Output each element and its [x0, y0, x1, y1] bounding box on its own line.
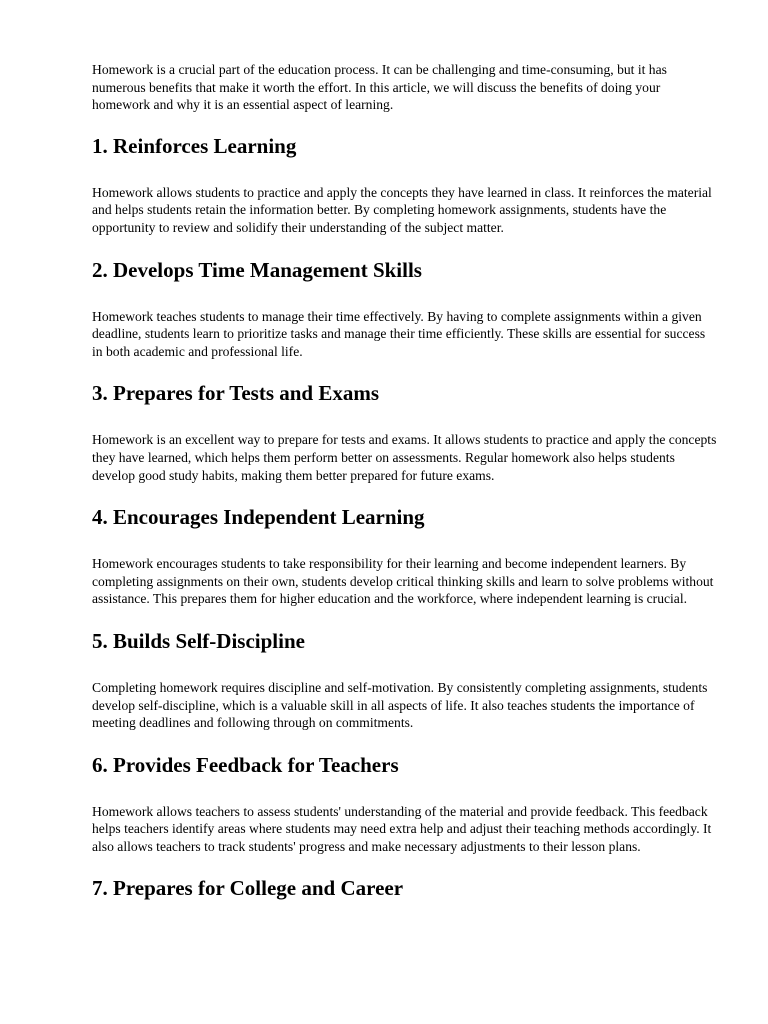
section-feedback-teachers	[92, 753, 718, 856]
section-paragraph: Homework is an excellent way to prepare for tests and exams. It allows students to practice and apply the concepts they have learned, which helps them perform better on assessments. Regular homework also helps students develop good study habits, making them better prepared for future exams.	[92, 432, 717, 483]
section-heading: 4. Encourages Independent Learning	[92, 505, 425, 530]
intro-paragraph: Homework is a crucial part of the education process. It can be challenging and time-consuming, but it has numerous benefits that make it worth the effort. In this article, we will discuss the benefits of doing your homework and why it is an essential aspect of learning.	[92, 62, 667, 113]
section-heading: 3. Prepares for Tests and Exams	[92, 381, 380, 406]
section-college-career	[92, 876, 718, 900]
section-independent-learning	[92, 505, 718, 608]
section-reinforces-learning	[92, 134, 718, 237]
section-heading: 6. Provides Feedback for Teachers	[92, 752, 399, 777]
section-self-discipline	[92, 629, 718, 732]
section-time-management	[92, 258, 718, 361]
section-paragraph: Completing homework requires discipline and self-motivation. By consistently completing assignments, students develop self-discipline, which is a valuable skill in all aspects of life. It also teaches students the importance of meeting deadlines and following through on commitments.	[92, 679, 708, 731]
section-paragraph: Homework allows students to practice and apply the concepts they have learned in class. It reinforces the material and helps students retain the information better. By completing homework assignments, students have the opportunity to review and solidify their understanding of the subject matter.	[92, 184, 712, 235]
section-heading: 5. Builds Self-Discipline	[92, 628, 305, 653]
section-heading: 7. Prepares for College and Career	[92, 876, 404, 901]
section-tests-exams	[92, 381, 718, 484]
section-paragraph: Homework allows teachers to assess students' understanding of the material and provide feedback. This feedback helps teachers identify areas where students may need extra help and adjust their teaching methods accordingly. It also allows teachers to track students' progress and make necessary adjustments to their lesson plans.	[92, 803, 712, 854]
section-heading: 1. Reinforces Learning	[92, 133, 297, 158]
section-paragraph: Homework encourages students to take responsibility for their learning and become independent learners. By completing assignments on their own, students develop critical thinking skills and learn to solve problems without assistance. This prepares them for higher education and the workforce, where independent learning is crucial.	[92, 556, 714, 607]
section-paragraph: Homework teaches students to manage their time effectively. By having to complete assignments within a given deadline, students learn to prioritize tasks and manage their time efficiently. These skills are essential for success in both academic and professional life.	[92, 308, 706, 359]
section-heading: 2. Develops Time Management Skills	[92, 257, 422, 282]
